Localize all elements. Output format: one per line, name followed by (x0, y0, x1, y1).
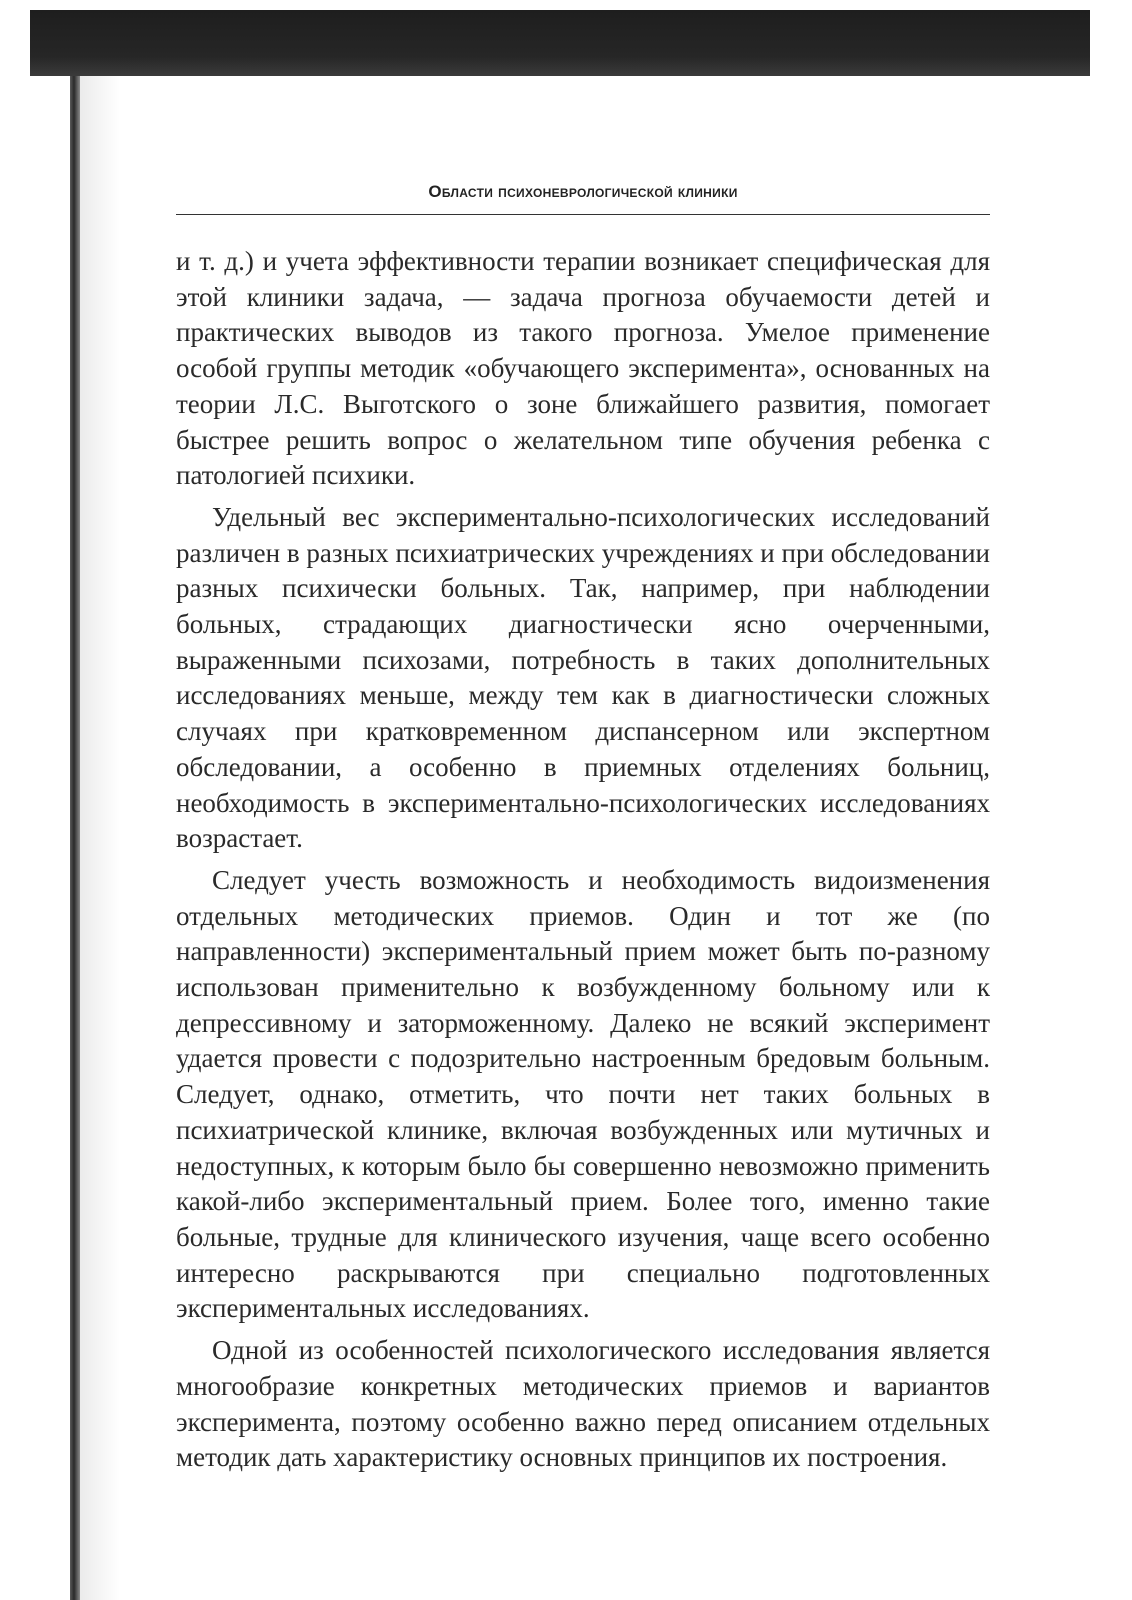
paragraph-3: Следует учесть возможность и необходимость видоизменения отдельных методических приемов. Один и тот же (по направленности) экспериментальный прием может быть по-разному использован применительно к возбужденному больному или к депрессивному и заторможенному. Далеко не всякий эксперимент удается провести с подозрительно настроенным бредовым больным. Следует, однако, отметить, что почти нет таких больных в психиатрической клинике, включая возбужденных или мутичных и недоступных, к которым было бы совершенно невозможно применить какой-либо экспериментальный прием. Более того, именно такие больные, трудные для клинического изучения, чаще всего особенно интересно раскрываются при специально подготовленных экспериментальных исследованиях. (176, 864, 990, 1324)
paragraph-4: Одной из особенностей психологического исследования является многообразие конкретных методических приемов и вариантов эксперимента, поэтому особенно важно перед описанием отдельных методик дать характеристику основных принципов их построения. (176, 1335, 990, 1473)
header-rule (176, 214, 990, 215)
paragraph-1: и т. д.) и учета эффективности терапии возникает специфическая для этой клиники задача, — задача прогноза обучаемости детей и практических выводов из такого прогноза. Умелое применение особой группы методик «обучающего эксперимента», основанных на теории Л.С. Выготского о зоне ближайшего развития, помогает быстрее решить вопрос о желательном типе обучения ребенка с патологией психики. (176, 246, 990, 491)
page-body (176, 244, 990, 1482)
running-head: Области психоневрологической клиники (428, 182, 738, 201)
scan-binding-shadow (80, 76, 120, 1600)
scan-top-shadow (30, 10, 1090, 76)
scan-binding-edge (70, 76, 80, 1600)
paragraph-2: Удельный вес экспериментально-психологических исследований различен в разных психиатрических учреждениях и при обследовании разных психически больных. Так, например, при наблюдении больных, страдающих диагностически ясно очерченными, выраженными психозами, потребность в таких дополнительных исследованиях меньше, между тем как в диагностически сложных случаях при кратковременном диспансерном или экспертном обследовании, а особенно в приемных отделениях больниц, необходимость в экспериментально-психологических исследованиях возрастает. (176, 501, 990, 854)
